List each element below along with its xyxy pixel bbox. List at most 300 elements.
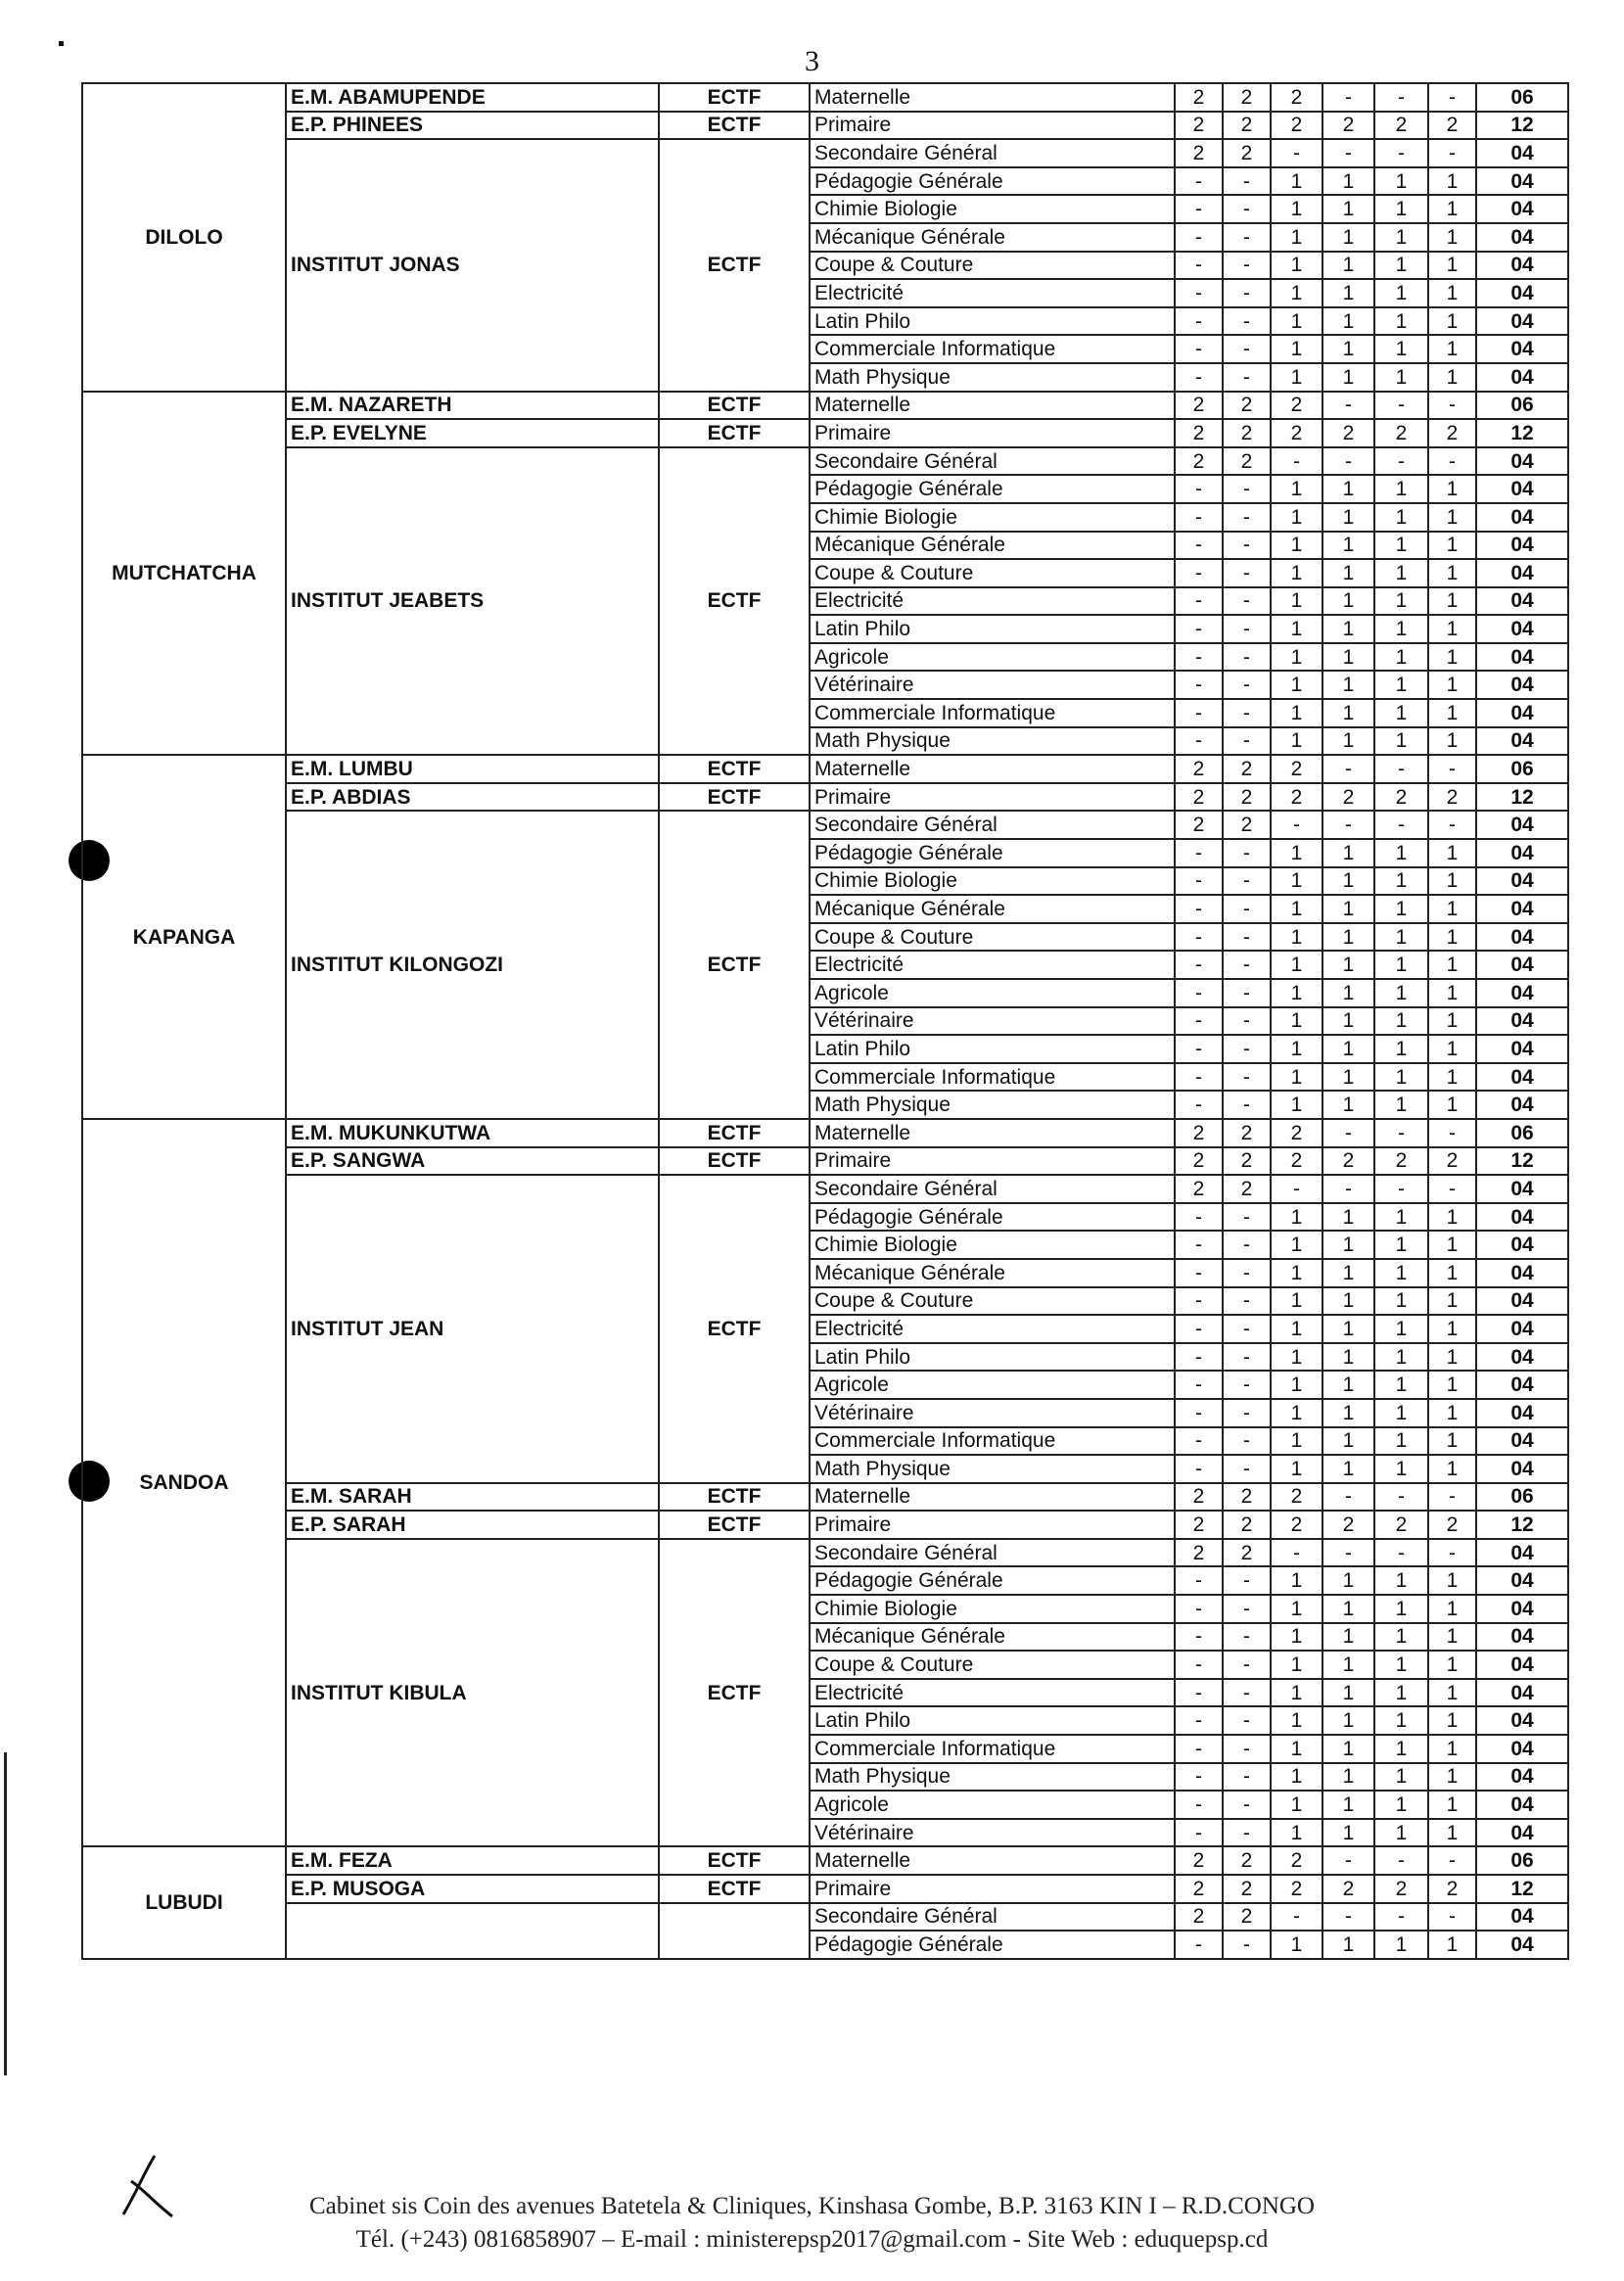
- count-cell: 1: [1322, 475, 1374, 503]
- count-cell: 2: [1271, 783, 1322, 812]
- total-cell: 04: [1476, 532, 1568, 560]
- table-row: [82, 112, 1568, 140]
- count-cell: 2: [1428, 1147, 1476, 1176]
- count-cell: 1: [1322, 895, 1374, 923]
- count-cell: -: [1223, 867, 1271, 896]
- count-cell: 1: [1428, 1623, 1476, 1652]
- type-cell: ECTF: [659, 447, 810, 756]
- count-cell: 2: [1175, 755, 1223, 783]
- count-cell: 1: [1271, 1035, 1322, 1063]
- count-cell: 2: [1175, 783, 1223, 812]
- count-cell: 2: [1175, 112, 1223, 140]
- option-cell: Primaire: [810, 1875, 1175, 1903]
- count-cell: -: [1322, 1846, 1374, 1875]
- count-cell: -: [1175, 1763, 1223, 1792]
- school-cell: E.P. SANGWA: [286, 1147, 659, 1176]
- total-cell: 04: [1476, 1735, 1568, 1763]
- count-cell: 2: [1374, 783, 1428, 812]
- school-cell: [286, 1903, 659, 1959]
- table-row: [82, 783, 1568, 812]
- count-cell: -: [1175, 279, 1223, 307]
- option-cell: Commerciale Informatique: [810, 335, 1175, 363]
- count-cell: -: [1374, 755, 1428, 783]
- count-cell: -: [1223, 1455, 1271, 1483]
- type-cell: ECTF: [659, 811, 810, 1119]
- count-cell: -: [1428, 139, 1476, 167]
- table-row: [82, 447, 1568, 476]
- count-cell: -: [1175, 167, 1223, 196]
- count-cell: 1: [1428, 503, 1476, 532]
- total-cell: 04: [1476, 363, 1568, 392]
- count-cell: 1: [1271, 923, 1322, 952]
- count-cell: -: [1223, 363, 1271, 392]
- option-cell: Vétérinaire: [810, 671, 1175, 699]
- option-cell: Coupe & Couture: [810, 252, 1175, 280]
- count-cell: 2: [1271, 1511, 1322, 1539]
- count-cell: -: [1175, 1259, 1223, 1287]
- count-cell: 1: [1322, 839, 1374, 867]
- count-cell: -: [1223, 1595, 1271, 1623]
- count-cell: -: [1223, 1343, 1271, 1372]
- total-cell: 04: [1476, 1007, 1568, 1036]
- count-cell: 1: [1271, 727, 1322, 756]
- option-cell: Chimie Biologie: [810, 195, 1175, 223]
- school-cell: E.M. SARAH: [286, 1483, 659, 1512]
- option-cell: Pédagogie Générale: [810, 1566, 1175, 1595]
- count-cell: -: [1175, 223, 1223, 252]
- count-cell: 2: [1175, 447, 1223, 476]
- count-cell: -: [1223, 1791, 1271, 1819]
- count-cell: 2: [1175, 1147, 1223, 1176]
- count-cell: 1: [1428, 1035, 1476, 1063]
- count-cell: 1: [1374, 1735, 1428, 1763]
- count-cell: 1: [1374, 1819, 1428, 1847]
- count-cell: 1: [1322, 363, 1374, 392]
- count-cell: -: [1175, 1623, 1223, 1652]
- total-cell: 04: [1476, 475, 1568, 503]
- option-cell: Secondaire Général: [810, 1903, 1175, 1932]
- total-cell: 04: [1476, 1399, 1568, 1427]
- count-cell: 1: [1428, 307, 1476, 336]
- count-cell: 1: [1271, 895, 1322, 923]
- count-cell: 2: [1175, 1511, 1223, 1539]
- location-cell: KAPANGA: [82, 755, 286, 1119]
- count-cell: 1: [1374, 1763, 1428, 1792]
- count-cell: 1: [1374, 895, 1428, 923]
- total-cell: 06: [1476, 1846, 1568, 1875]
- count-cell: -: [1271, 811, 1322, 839]
- count-cell: 1: [1428, 279, 1476, 307]
- footer-contact: Tél. (+243) 0816858907 – E-mail : ministerepsp2017@gmail.com - Site Web : eduquepsp.cd: [355, 2226, 1269, 2253]
- type-cell: ECTF: [659, 83, 810, 112]
- option-cell: Latin Philo: [810, 1706, 1175, 1735]
- table-row: [82, 419, 1568, 447]
- option-cell: Pédagogie Générale: [810, 1203, 1175, 1232]
- total-cell: 04: [1476, 223, 1568, 252]
- count-cell: -: [1223, 1651, 1271, 1679]
- count-cell: 1: [1428, 1735, 1476, 1763]
- count-cell: 1: [1271, 1203, 1322, 1232]
- count-cell: 1: [1374, 307, 1428, 336]
- option-cell: Maternelle: [810, 755, 1175, 783]
- count-cell: 1: [1271, 363, 1322, 392]
- count-cell: 2: [1175, 419, 1223, 447]
- count-cell: -: [1175, 1679, 1223, 1707]
- count-cell: 1: [1428, 1595, 1476, 1623]
- count-cell: 1: [1428, 951, 1476, 979]
- location-cell: DILOLO: [82, 83, 286, 392]
- count-cell: 1: [1322, 587, 1374, 616]
- count-cell: -: [1223, 643, 1271, 672]
- count-cell: 2: [1175, 392, 1223, 420]
- count-cell: -: [1271, 447, 1322, 476]
- count-cell: 1: [1322, 727, 1374, 756]
- option-cell: Agricole: [810, 1791, 1175, 1819]
- count-cell: -: [1175, 1287, 1223, 1316]
- count-cell: -: [1374, 1903, 1428, 1932]
- count-cell: -: [1175, 307, 1223, 336]
- total-cell: 04: [1476, 1427, 1568, 1456]
- count-cell: -: [1223, 1679, 1271, 1707]
- count-cell: 1: [1322, 307, 1374, 336]
- count-cell: 1: [1428, 1763, 1476, 1792]
- total-cell: 04: [1476, 1566, 1568, 1595]
- count-cell: 1: [1428, 839, 1476, 867]
- count-cell: -: [1175, 923, 1223, 952]
- count-cell: 1: [1374, 1315, 1428, 1343]
- count-cell: 1: [1322, 671, 1374, 699]
- count-cell: -: [1223, 839, 1271, 867]
- option-cell: Mécanique Générale: [810, 1259, 1175, 1287]
- count-cell: 1: [1428, 335, 1476, 363]
- count-cell: -: [1223, 1035, 1271, 1063]
- count-cell: 2: [1175, 139, 1223, 167]
- option-cell: Chimie Biologie: [810, 867, 1175, 896]
- total-cell: 04: [1476, 1595, 1568, 1623]
- count-cell: 1: [1374, 1231, 1428, 1259]
- count-cell: -: [1175, 1651, 1223, 1679]
- count-cell: 1: [1322, 615, 1374, 643]
- count-cell: 1: [1428, 1819, 1476, 1847]
- count-cell: 2: [1374, 419, 1428, 447]
- count-cell: 1: [1374, 1091, 1428, 1119]
- scan-speck: [59, 41, 64, 46]
- margin-line: [4, 1752, 7, 2075]
- table-row: [82, 1539, 1568, 1567]
- type-cell: ECTF: [659, 783, 810, 812]
- count-cell: 2: [1271, 112, 1322, 140]
- total-cell: 04: [1476, 1063, 1568, 1092]
- count-cell: 1: [1322, 1623, 1374, 1652]
- count-cell: 1: [1428, 1399, 1476, 1427]
- type-cell: ECTF: [659, 1875, 810, 1903]
- count-cell: 1: [1428, 699, 1476, 727]
- total-cell: 12: [1476, 1147, 1568, 1176]
- count-cell: -: [1175, 1315, 1223, 1343]
- table-row: [82, 1175, 1568, 1203]
- count-cell: -: [1322, 1483, 1374, 1512]
- count-cell: -: [1374, 392, 1428, 420]
- count-cell: 1: [1428, 1566, 1476, 1595]
- total-cell: 04: [1476, 503, 1568, 532]
- count-cell: 2: [1428, 419, 1476, 447]
- count-cell: 1: [1428, 867, 1476, 896]
- count-cell: -: [1223, 1931, 1271, 1959]
- type-cell: ECTF: [659, 139, 810, 391]
- count-cell: -: [1175, 475, 1223, 503]
- total-cell: 06: [1476, 1119, 1568, 1147]
- count-cell: -: [1428, 83, 1476, 112]
- count-cell: -: [1175, 867, 1223, 896]
- option-cell: Coupe & Couture: [810, 923, 1175, 952]
- count-cell: -: [1428, 392, 1476, 420]
- count-cell: -: [1175, 951, 1223, 979]
- count-cell: 1: [1374, 503, 1428, 532]
- count-cell: 2: [1223, 392, 1271, 420]
- count-cell: -: [1223, 727, 1271, 756]
- count-cell: 1: [1374, 1595, 1428, 1623]
- count-cell: 2: [1175, 1539, 1223, 1567]
- total-cell: 04: [1476, 1315, 1568, 1343]
- type-cell: ECTF: [659, 112, 810, 140]
- count-cell: 1: [1374, 1931, 1428, 1959]
- count-cell: 2: [1428, 1511, 1476, 1539]
- option-cell: Primaire: [810, 783, 1175, 812]
- type-cell: ECTF: [659, 1147, 810, 1176]
- school-cell: INSTITUT JEAN: [286, 1175, 659, 1483]
- school-cell: E.P. ABDIAS: [286, 783, 659, 812]
- total-cell: 04: [1476, 1623, 1568, 1652]
- school-cell: INSTITUT KIBULA: [286, 1539, 659, 1847]
- count-cell: -: [1374, 83, 1428, 112]
- count-cell: 1: [1374, 167, 1428, 196]
- count-cell: 1: [1322, 699, 1374, 727]
- count-cell: 1: [1374, 1455, 1428, 1483]
- count-cell: 1: [1271, 1566, 1322, 1595]
- total-cell: 04: [1476, 1231, 1568, 1259]
- count-cell: 1: [1428, 615, 1476, 643]
- count-cell: 1: [1271, 1735, 1322, 1763]
- count-cell: -: [1374, 1119, 1428, 1147]
- count-cell: 1: [1374, 475, 1428, 503]
- count-cell: 1: [1322, 279, 1374, 307]
- count-cell: -: [1428, 1175, 1476, 1203]
- option-cell: Maternelle: [810, 83, 1175, 112]
- count-cell: 1: [1374, 643, 1428, 672]
- total-cell: 04: [1476, 1819, 1568, 1847]
- count-cell: 1: [1322, 1231, 1374, 1259]
- count-cell: -: [1175, 1735, 1223, 1763]
- count-cell: 2: [1271, 1483, 1322, 1512]
- count-cell: 1: [1428, 1007, 1476, 1036]
- count-cell: 1: [1322, 867, 1374, 896]
- count-cell: 1: [1271, 1623, 1322, 1652]
- count-cell: 1: [1374, 699, 1428, 727]
- count-cell: 1: [1374, 363, 1428, 392]
- total-cell: 04: [1476, 1539, 1568, 1567]
- total-cell: 12: [1476, 783, 1568, 812]
- table-row: [82, 1483, 1568, 1512]
- count-cell: -: [1175, 1931, 1223, 1959]
- table-row: [82, 1846, 1568, 1875]
- option-cell: Secondaire Général: [810, 139, 1175, 167]
- count-cell: 2: [1175, 1119, 1223, 1147]
- count-cell: 1: [1428, 1455, 1476, 1483]
- count-cell: -: [1223, 167, 1271, 196]
- school-allocation-table: [81, 82, 1569, 1960]
- count-cell: 2: [1223, 83, 1271, 112]
- count-cell: -: [1223, 559, 1271, 587]
- option-cell: Math Physique: [810, 363, 1175, 392]
- count-cell: -: [1223, 1287, 1271, 1316]
- option-cell: Latin Philo: [810, 1343, 1175, 1372]
- type-cell: ECTF: [659, 1511, 810, 1539]
- count-cell: 1: [1271, 532, 1322, 560]
- total-cell: 04: [1476, 1035, 1568, 1063]
- count-cell: 1: [1271, 335, 1322, 363]
- total-cell: 04: [1476, 1679, 1568, 1707]
- count-cell: -: [1223, 1063, 1271, 1092]
- total-cell: 04: [1476, 951, 1568, 979]
- count-cell: 1: [1271, 1259, 1322, 1287]
- count-cell: 1: [1271, 1007, 1322, 1036]
- count-cell: 1: [1428, 979, 1476, 1007]
- school-cell: E.P. SARAH: [286, 1511, 659, 1539]
- count-cell: 1: [1271, 671, 1322, 699]
- count-cell: 2: [1223, 783, 1271, 812]
- count-cell: 1: [1322, 951, 1374, 979]
- count-cell: 1: [1322, 1091, 1374, 1119]
- count-cell: 2: [1271, 83, 1322, 112]
- count-cell: 1: [1271, 643, 1322, 672]
- count-cell: 1: [1322, 335, 1374, 363]
- school-cell: E.P. PHINEES: [286, 112, 659, 140]
- count-cell: -: [1175, 1343, 1223, 1372]
- count-cell: 1: [1428, 1931, 1476, 1959]
- count-cell: 1: [1374, 1007, 1428, 1036]
- option-cell: Primaire: [810, 1147, 1175, 1176]
- count-cell: 1: [1428, 643, 1476, 672]
- count-cell: 1: [1271, 167, 1322, 196]
- count-cell: 1: [1374, 587, 1428, 616]
- total-cell: 04: [1476, 643, 1568, 672]
- count-cell: -: [1223, 1427, 1271, 1456]
- total-cell: 12: [1476, 1511, 1568, 1539]
- count-cell: 1: [1322, 223, 1374, 252]
- table-row: [82, 1511, 1568, 1539]
- type-cell: ECTF: [659, 419, 810, 447]
- count-cell: -: [1223, 1819, 1271, 1847]
- count-cell: 1: [1271, 1595, 1322, 1623]
- total-cell: 04: [1476, 839, 1568, 867]
- count-cell: -: [1223, 475, 1271, 503]
- total-cell: 04: [1476, 559, 1568, 587]
- count-cell: -: [1223, 1399, 1271, 1427]
- total-cell: 04: [1476, 699, 1568, 727]
- count-cell: 1: [1374, 979, 1428, 1007]
- count-cell: -: [1428, 447, 1476, 476]
- count-cell: 1: [1271, 1315, 1322, 1343]
- total-cell: 04: [1476, 1371, 1568, 1399]
- total-cell: 04: [1476, 1763, 1568, 1792]
- count-cell: 1: [1374, 1371, 1428, 1399]
- option-cell: Vétérinaire: [810, 1819, 1175, 1847]
- type-cell: ECTF: [659, 1175, 810, 1483]
- count-cell: 1: [1271, 1679, 1322, 1707]
- count-cell: 1: [1428, 223, 1476, 252]
- count-cell: -: [1374, 1483, 1428, 1512]
- count-cell: -: [1223, 503, 1271, 532]
- option-cell: Secondaire Général: [810, 1175, 1175, 1203]
- option-cell: Maternelle: [810, 1119, 1175, 1147]
- count-cell: 1: [1374, 1427, 1428, 1456]
- total-cell: 04: [1476, 867, 1568, 896]
- count-cell: 1: [1271, 1063, 1322, 1092]
- count-cell: 1: [1428, 1259, 1476, 1287]
- count-cell: -: [1223, 951, 1271, 979]
- total-cell: 04: [1476, 1091, 1568, 1119]
- option-cell: Chimie Biologie: [810, 1231, 1175, 1259]
- count-cell: 1: [1374, 335, 1428, 363]
- count-cell: -: [1175, 1791, 1223, 1819]
- option-cell: Mécanique Générale: [810, 1623, 1175, 1652]
- count-cell: 1: [1374, 1566, 1428, 1595]
- count-cell: 2: [1175, 1903, 1223, 1932]
- count-cell: -: [1322, 139, 1374, 167]
- location-cell: MUTCHATCHA: [82, 392, 286, 756]
- count-cell: 2: [1223, 1147, 1271, 1176]
- count-cell: 2: [1271, 1846, 1322, 1875]
- option-cell: Commerciale Informatique: [810, 1427, 1175, 1456]
- count-cell: 1: [1428, 1679, 1476, 1707]
- count-cell: 1: [1322, 1931, 1374, 1959]
- count-cell: 1: [1428, 1706, 1476, 1735]
- option-cell: Pédagogie Générale: [810, 839, 1175, 867]
- count-cell: 1: [1322, 503, 1374, 532]
- count-cell: -: [1223, 1371, 1271, 1399]
- count-cell: 1: [1428, 167, 1476, 196]
- count-cell: -: [1175, 1427, 1223, 1456]
- count-cell: 1: [1271, 307, 1322, 336]
- type-cell: [659, 1903, 810, 1959]
- count-cell: 1: [1271, 615, 1322, 643]
- option-cell: Pédagogie Générale: [810, 475, 1175, 503]
- count-cell: 1: [1271, 1931, 1322, 1959]
- total-cell: 04: [1476, 923, 1568, 952]
- option-cell: Primaire: [810, 112, 1175, 140]
- count-cell: -: [1374, 1539, 1428, 1567]
- count-cell: -: [1223, 699, 1271, 727]
- count-cell: -: [1428, 1846, 1476, 1875]
- school-cell: E.P. MUSOGA: [286, 1875, 659, 1903]
- count-cell: -: [1175, 671, 1223, 699]
- count-cell: -: [1175, 1231, 1223, 1259]
- count-cell: 1: [1428, 559, 1476, 587]
- count-cell: 1: [1271, 1819, 1322, 1847]
- school-cell: E.M. ABAMUPENDE: [286, 83, 659, 112]
- count-cell: 1: [1322, 167, 1374, 196]
- count-cell: -: [1271, 1903, 1322, 1932]
- option-cell: Mécanique Générale: [810, 895, 1175, 923]
- count-cell: -: [1175, 1035, 1223, 1063]
- count-cell: 2: [1374, 1875, 1428, 1903]
- count-cell: -: [1175, 195, 1223, 223]
- count-cell: 1: [1271, 587, 1322, 616]
- count-cell: 1: [1271, 559, 1322, 587]
- count-cell: 1: [1428, 1651, 1476, 1679]
- total-cell: 12: [1476, 419, 1568, 447]
- type-cell: ECTF: [659, 1846, 810, 1875]
